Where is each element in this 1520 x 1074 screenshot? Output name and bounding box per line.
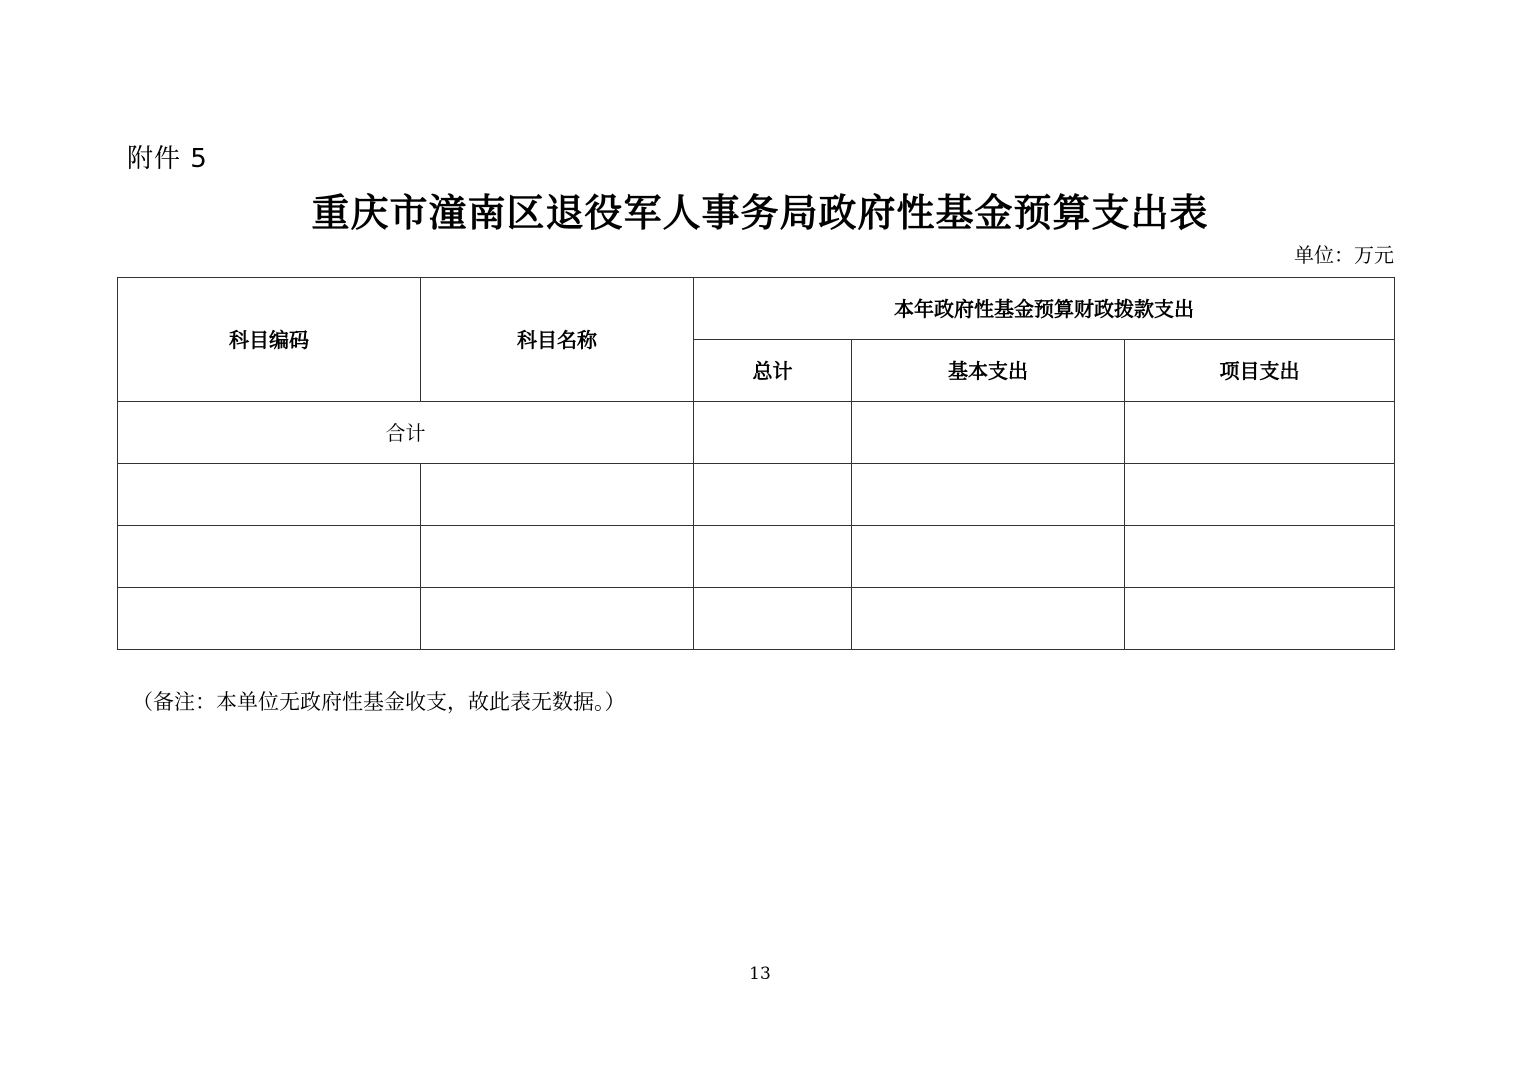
table-row bbox=[118, 464, 1395, 526]
header-basic-expenditure: 基本支出 bbox=[852, 340, 1125, 402]
total-row-total-cell bbox=[694, 402, 852, 464]
page-title: 重庆市潼南区退役军人事务局政府性基金预算支出表 bbox=[311, 190, 1209, 235]
cell-subject-code bbox=[118, 464, 421, 526]
cell-project-expenditure bbox=[1125, 588, 1395, 650]
header-subject-code: 科目编码 bbox=[118, 278, 421, 402]
cell-basic-expenditure bbox=[852, 464, 1125, 526]
unit-label: 单位：万元 bbox=[1294, 243, 1394, 267]
header-project-expenditure: 项目支出 bbox=[1125, 340, 1395, 402]
header-total: 总计 bbox=[694, 340, 852, 402]
cell-basic-expenditure bbox=[852, 526, 1125, 588]
cell-project-expenditure bbox=[1125, 526, 1395, 588]
cell-subject-code bbox=[118, 588, 421, 650]
table-row bbox=[118, 588, 1395, 650]
cell-total bbox=[694, 526, 852, 588]
cell-total bbox=[694, 464, 852, 526]
page-number: 13 bbox=[749, 964, 771, 984]
total-row-basic-cell bbox=[852, 402, 1125, 464]
cell-subject-code bbox=[118, 526, 421, 588]
budget-table bbox=[117, 277, 1395, 650]
header-group-fund-expenditure: 本年政府性基金预算财政拨款支出 bbox=[694, 278, 1395, 340]
header-subject-name: 科目名称 bbox=[421, 278, 694, 402]
total-row-project-cell bbox=[1125, 402, 1395, 464]
cell-subject-name bbox=[421, 464, 694, 526]
table-row bbox=[118, 526, 1395, 588]
attachment-label: 附件 5 bbox=[127, 144, 208, 174]
cell-total bbox=[694, 588, 852, 650]
cell-project-expenditure bbox=[1125, 464, 1395, 526]
footnote: （备注：本单位无政府性基金收支，故此表无数据。） bbox=[132, 690, 626, 714]
cell-basic-expenditure bbox=[852, 588, 1125, 650]
header-row-1 bbox=[118, 278, 1395, 340]
total-row-label: 合计 bbox=[118, 402, 694, 464]
cell-subject-name bbox=[421, 588, 694, 650]
total-row bbox=[118, 402, 1395, 464]
cell-subject-name bbox=[421, 526, 694, 588]
